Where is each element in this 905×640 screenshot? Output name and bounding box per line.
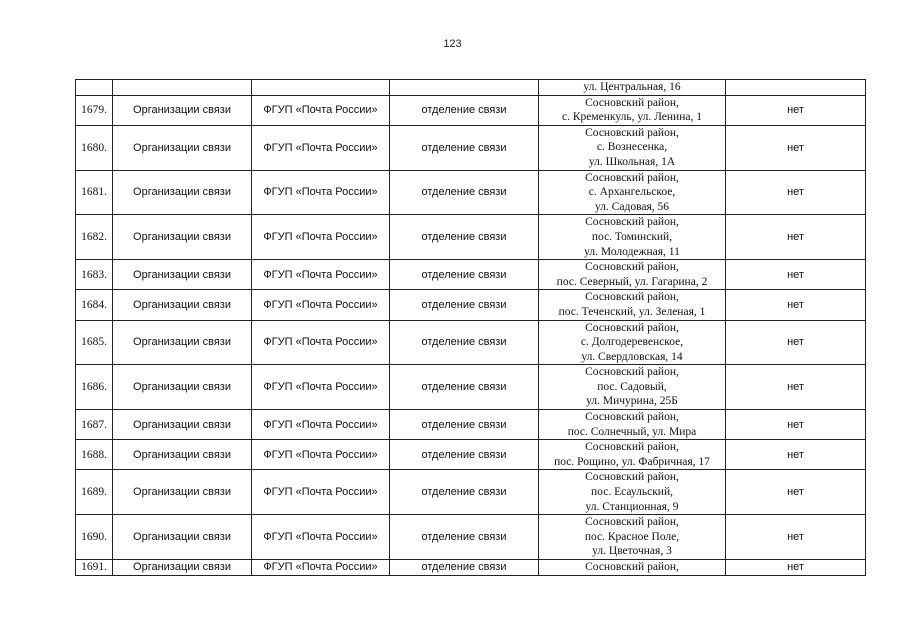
- row-number-cell: 1687.: [76, 410, 113, 440]
- address-line: с. Кременкуль, ул. Ленина, 1: [562, 111, 702, 124]
- operator-cell: ФГУП «Почта России»: [252, 560, 390, 576]
- row-number-cell: 1685.: [76, 320, 113, 365]
- status-cell: нет: [726, 410, 866, 440]
- object-type-cell: отделение связи: [390, 95, 539, 125]
- address-line: с. Архангельское,: [588, 186, 676, 199]
- status-cell: нет: [726, 515, 866, 560]
- object-type-cell: отделение связи: [390, 320, 539, 365]
- organization-cell: Организации связи: [113, 470, 252, 515]
- operator-cell: [252, 80, 390, 96]
- address-cell: [539, 515, 726, 560]
- address-line: Сосновский район,: [585, 96, 679, 109]
- organization-cell: Организации связи: [113, 440, 252, 470]
- address-cell: [539, 170, 726, 215]
- object-type-cell: отделение связи: [390, 410, 539, 440]
- organization-cell: Организации связи: [113, 215, 252, 260]
- address-line: ул. Молодежная, 11: [584, 245, 680, 258]
- table-row: [76, 410, 866, 440]
- row-number-cell: 1689.: [76, 470, 113, 515]
- operator-cell: ФГУП «Почта России»: [252, 95, 390, 125]
- address-cell: [539, 410, 726, 440]
- status-cell: нет: [726, 170, 866, 215]
- table-row: [76, 215, 866, 260]
- address-line: Сосновский район,: [585, 126, 679, 139]
- table-row: [76, 170, 866, 215]
- address-cell: [539, 215, 726, 260]
- address-line: Сосновский район,: [585, 261, 679, 274]
- address-cell: [539, 440, 726, 470]
- object-type-cell: отделение связи: [390, 515, 539, 560]
- address-cell: [539, 80, 726, 96]
- address-line: ул. Садовая, 56: [594, 200, 670, 213]
- organization-cell: Организации связи: [113, 365, 252, 410]
- address-line: пос. Есаульский,: [591, 486, 673, 499]
- status-cell: нет: [726, 215, 866, 260]
- row-number-cell: 1681.: [76, 170, 113, 215]
- table-row: [76, 260, 866, 290]
- operator-cell: ФГУП «Почта России»: [252, 470, 390, 515]
- row-number-cell: 1690.: [76, 515, 113, 560]
- organization-cell: Организации связи: [113, 95, 252, 125]
- address-line: ул. Свердловская, 14: [581, 350, 683, 363]
- organization-cell: Организации связи: [113, 260, 252, 290]
- page-number: 123: [443, 38, 462, 50]
- address-line: Сосновский район,: [585, 171, 679, 184]
- address-line: Сосновский район,: [585, 516, 679, 529]
- operator-cell: ФГУП «Почта России»: [252, 410, 390, 440]
- address-line: Сосновский район,: [585, 441, 679, 454]
- status-cell: нет: [726, 260, 866, 290]
- address-line: ул. Станционная, 9: [585, 500, 679, 513]
- table-row: [76, 440, 866, 470]
- address-line: Сосновский район,: [585, 471, 679, 484]
- row-number-cell: 1682.: [76, 215, 113, 260]
- status-cell: нет: [726, 290, 866, 320]
- address-line: ул. Школьная, 1А: [588, 155, 676, 168]
- operator-cell: ФГУП «Почта России»: [252, 170, 390, 215]
- address-line: с. Долгодеревенское,: [580, 336, 684, 349]
- address-line: пос. Красное Поле,: [584, 530, 680, 543]
- organization-cell: Организации связи: [113, 410, 252, 440]
- address-line: пос. Солнечный, ул. Мира: [567, 425, 697, 438]
- address-cell: [539, 470, 726, 515]
- row-number-cell: [76, 80, 113, 96]
- operator-cell: ФГУП «Почта России»: [252, 515, 390, 560]
- organization-cell: Организации связи: [113, 515, 252, 560]
- address-line: пос. Садовый,: [597, 380, 667, 393]
- object-type-cell: отделение связи: [390, 440, 539, 470]
- table-row: [76, 125, 866, 170]
- object-type-cell: отделение связи: [390, 125, 539, 170]
- row-number-cell: 1680.: [76, 125, 113, 170]
- address-cell: [539, 320, 726, 365]
- address-line: Сосновский район,: [585, 216, 679, 229]
- object-type-cell: отделение связи: [390, 215, 539, 260]
- address-cell: [539, 125, 726, 170]
- address-line: пос. Томинский,: [591, 230, 673, 243]
- object-type-cell: отделение связи: [390, 470, 539, 515]
- organization-cell: Организации связи: [113, 320, 252, 365]
- operator-cell: ФГУП «Почта России»: [252, 365, 390, 410]
- status-cell: нет: [726, 320, 866, 365]
- table-row: [76, 515, 866, 560]
- row-number-cell: 1688.: [76, 440, 113, 470]
- table-row: [76, 320, 866, 365]
- row-number-cell: 1683.: [76, 260, 113, 290]
- object-type-cell: отделение связи: [390, 290, 539, 320]
- operator-cell: ФГУП «Почта России»: [252, 260, 390, 290]
- status-cell: нет: [726, 560, 866, 576]
- object-type-cell: отделение связи: [390, 365, 539, 410]
- address-cell: [539, 365, 726, 410]
- address-cell: [539, 560, 726, 576]
- address-line: ул. Мичурина, 25Б: [586, 395, 678, 408]
- address-cell: [539, 95, 726, 125]
- table-row: [76, 560, 866, 576]
- registry-table: [75, 79, 866, 576]
- address-cell: [539, 260, 726, 290]
- row-number-cell: 1679.: [76, 95, 113, 125]
- table-row: [76, 365, 866, 410]
- table-row-continuation: [76, 80, 866, 96]
- operator-cell: ФГУП «Почта России»: [252, 440, 390, 470]
- row-number-cell: 1684.: [76, 290, 113, 320]
- status-cell: нет: [726, 95, 866, 125]
- row-number-cell: 1691.: [76, 560, 113, 576]
- operator-cell: ФГУП «Почта России»: [252, 125, 390, 170]
- address-line: Сосновский район,: [585, 411, 679, 424]
- status-cell: нет: [726, 440, 866, 470]
- object-type-cell: [390, 80, 539, 96]
- address-line: пос. Рощино, ул. Фабричная, 17: [554, 455, 710, 468]
- address-line: пос. Северный, ул. Гагарина, 2: [556, 275, 708, 288]
- organization-cell: [113, 80, 252, 96]
- organization-cell: Организации связи: [113, 290, 252, 320]
- organization-cell: Организации связи: [113, 125, 252, 170]
- address-line: Сосновский район,: [585, 366, 679, 379]
- address-line: ул. Центральная, 16: [583, 81, 681, 93]
- object-type-cell: отделение связи: [390, 560, 539, 576]
- table-row: [76, 290, 866, 320]
- address-line: с. Вознесенка,: [596, 141, 668, 154]
- object-type-cell: отделение связи: [390, 260, 539, 290]
- operator-cell: ФГУП «Почта России»: [252, 320, 390, 365]
- row-number-cell: 1686.: [76, 365, 113, 410]
- object-type-cell: отделение связи: [390, 170, 539, 215]
- address-line: пос. Теченский, ул. Зеленая, 1: [558, 305, 706, 318]
- organization-cell: Организации связи: [113, 170, 252, 215]
- table-row: [76, 470, 866, 515]
- status-cell: [726, 80, 866, 96]
- status-cell: нет: [726, 125, 866, 170]
- table-row: [76, 95, 866, 125]
- address-line: ул. Цветочная, 3: [592, 545, 672, 558]
- organization-cell: Организации связи: [113, 560, 252, 576]
- address-line: Сосновский район,: [585, 561, 679, 573]
- address-line: Сосновский район,: [585, 291, 679, 304]
- operator-cell: ФГУП «Почта России»: [252, 215, 390, 260]
- status-cell: нет: [726, 470, 866, 515]
- operator-cell: ФГУП «Почта России»: [252, 290, 390, 320]
- address-line: Сосновский район,: [585, 321, 679, 334]
- status-cell: нет: [726, 365, 866, 410]
- address-cell: [539, 290, 726, 320]
